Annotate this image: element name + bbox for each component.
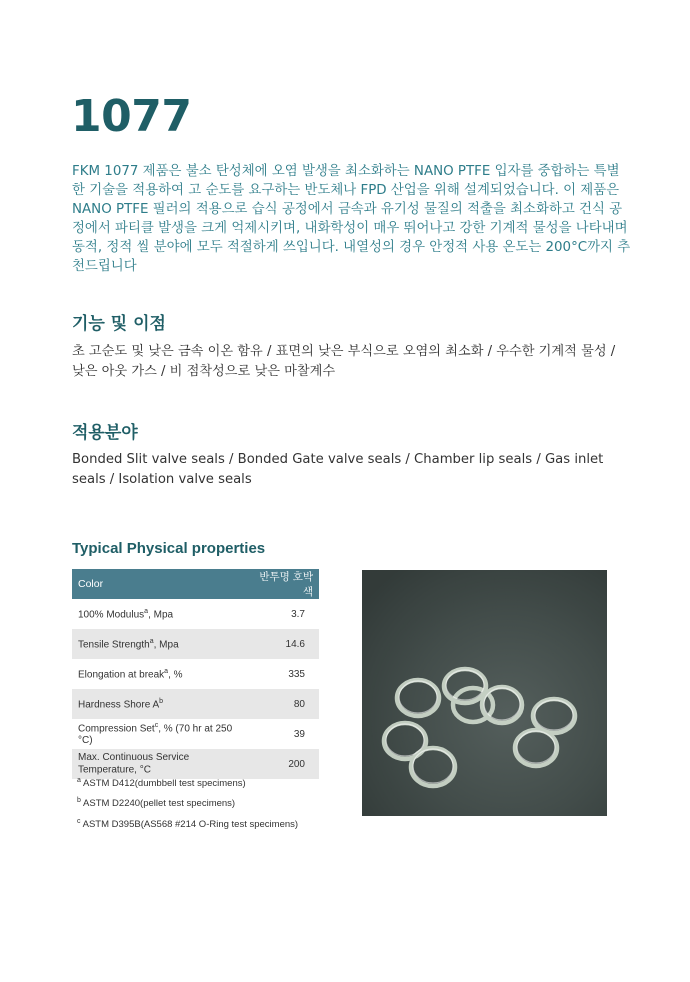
table-row <box>72 599 319 629</box>
table-row <box>72 659 319 689</box>
o-rings-photo <box>362 570 607 816</box>
property-label: 100% Modulus$^a$, Mpa <box>78 607 174 621</box>
table-header-row <box>72 569 319 599</box>
footnote-a: $^a$ ASTM D412(dumbbell test specimens) <box>77 777 246 790</box>
table-row <box>72 749 319 779</box>
property-label: Tensile Strength$^a$, Mpa <box>72 629 249 659</box>
applications-heading: 적용분야 <box>72 423 138 443</box>
property-label: Compression Set$^c$, % (70 hr at 250 °C) <box>78 722 233 746</box>
page-title: 1077 <box>71 91 192 142</box>
intro-paragraph: FKM 1077 제품은 불소 탄성체에 오염 발생을 최소화하는 NANO PTFE 입자를 중합하는 특별한 기술을 적용하여 고 순도를 요구하는 반도체나 FPD 산업을 위해 설계되었습니다. 이 제품은 NANO PTFE 필러의 적용으로 습식 공정에서 금속과 유기성 물질의 적출을 최소화하고 건식 공정에서 파티클 발생을 크게 억제시키며, 내화학성이 매우 뛰어나고 강한 기계적 물성을 나타내며 동적, 정적 씰 분야에 모두 적절하게 쓰입니다. 내열성의 경우 안정적 사용 온도는 200°C까지 추천드립니다 <box>72 164 631 274</box>
header-label: Color <box>72 569 249 599</box>
property-label: Max. Continuous Service Temperature, °C <box>72 749 249 779</box>
table-row <box>72 629 319 659</box>
property-label: Hardness Shore $A^b$ <box>72 689 249 719</box>
property-value: 39 <box>293 728 305 740</box>
table-row <box>72 719 319 749</box>
features-heading: 기능 및 이점 <box>72 314 166 334</box>
properties-table <box>72 569 319 779</box>
property-value: 335 <box>288 668 305 680</box>
applications-text: Bonded Slit valve seals / Bonded Gate valve seals / Chamber lip seals / Gas inlet seals / Isolation valve seals <box>72 452 604 487</box>
property-label: Elongation at break$^a$, % <box>78 667 183 681</box>
features-text: 초 고순도 및 낮은 금속 이온 함유 / 표면의 낮은 부식으로 오염의 최소화 / 우수한 기계적 물성 / 낮은 아웃 가스 / 비 점착성으로 낮은 마찰계수 <box>72 344 616 379</box>
property-value: 200 <box>249 749 319 779</box>
properties-title: Typical Physical properties <box>72 540 266 557</box>
property-value: 80 <box>249 689 319 719</box>
footnote-c: $^c$ ASTM D395B(AS568 #214 O-Ring test specimens) <box>77 818 299 831</box>
table-row <box>72 689 319 719</box>
header-value: 반투명 호박색 <box>249 569 319 599</box>
property-value: 14.6 <box>249 629 319 659</box>
footnote-b: $^b$ ASTM D2240(pellet test specimens) <box>77 797 236 810</box>
property-value: 3.7 <box>291 608 305 620</box>
